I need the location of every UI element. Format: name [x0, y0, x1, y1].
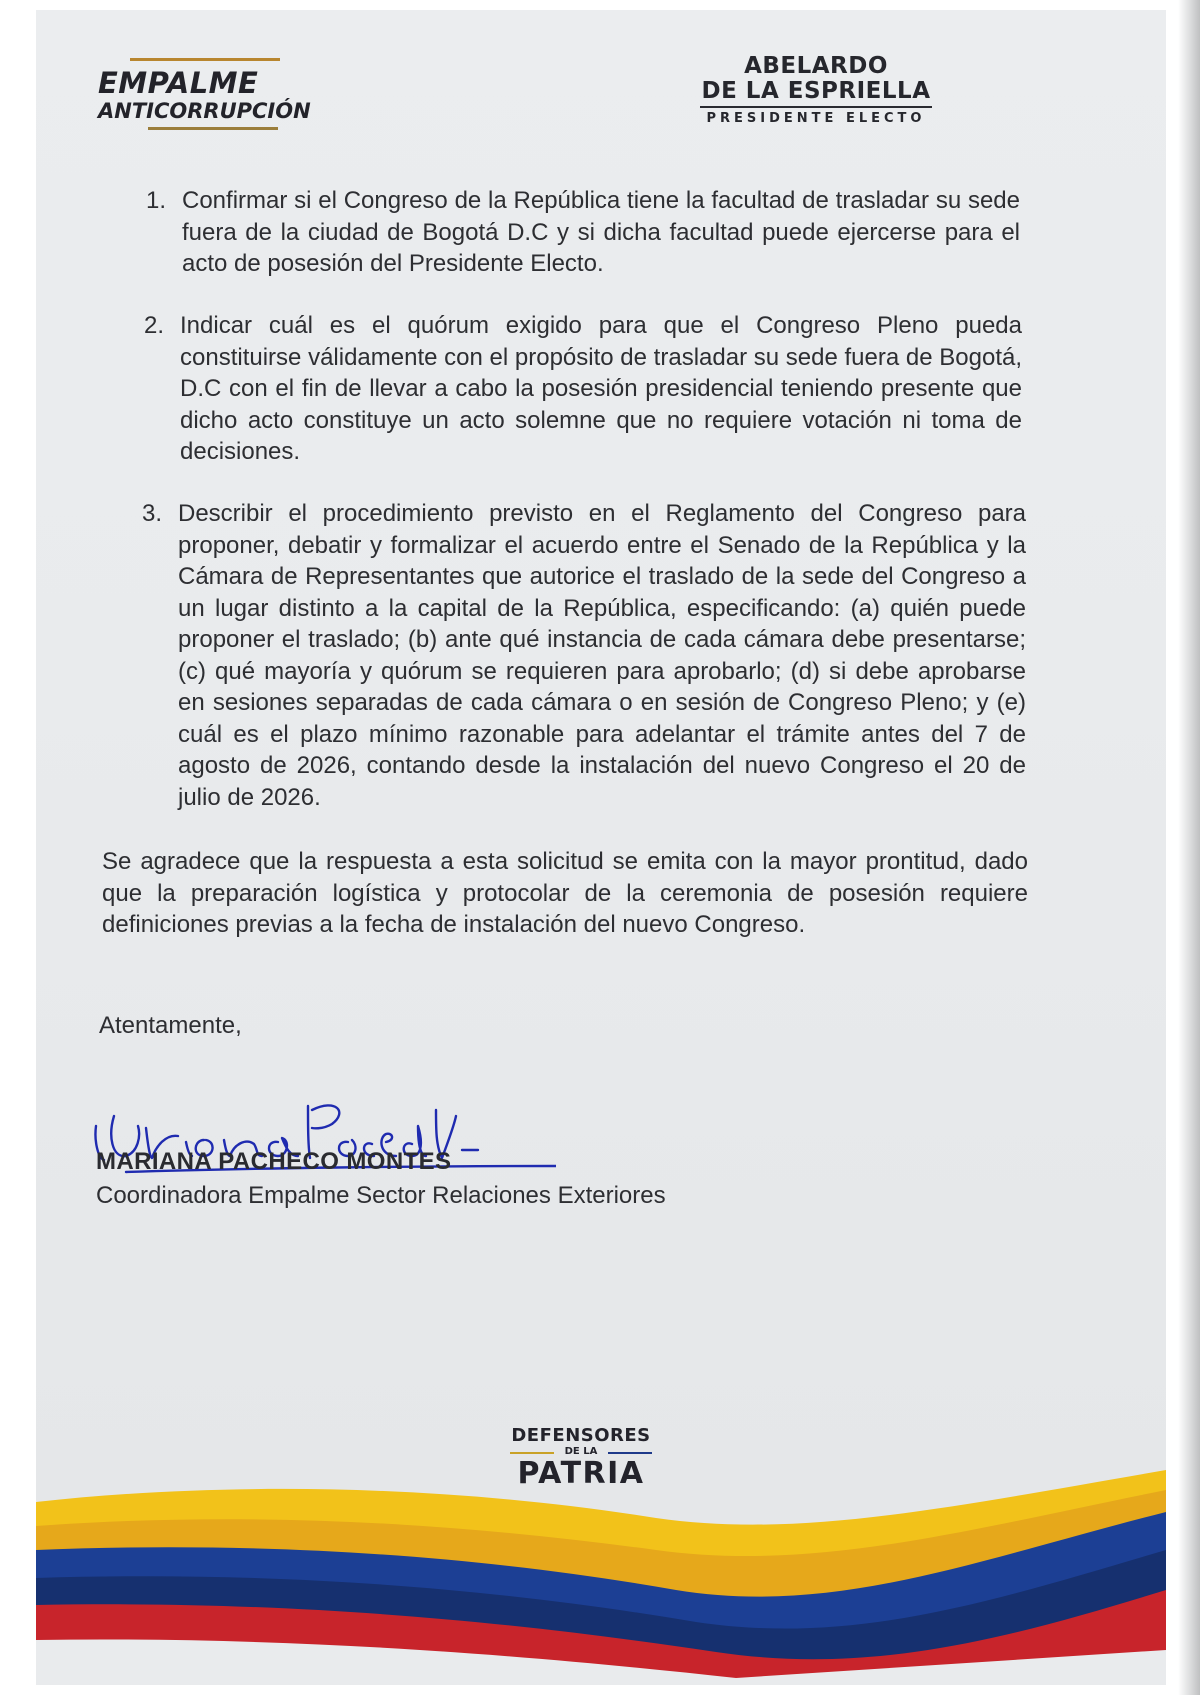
signer-role: Coordinadora Empalme Sector Relaciones Exteriores [96, 1182, 666, 1209]
page-edge-shadow [1178, 0, 1200, 1695]
footer-logo-line1: DEFENSORES [511, 1425, 651, 1446]
document-page [36, 10, 1166, 1685]
presidente-electo-logo [686, 54, 946, 126]
closing-paragraph: Se agradece que la respuesta a esta solicitud se emita con la mayor prontitud, dado que la preparación logística y protocolar de la ceremonia de posesión requiere definiciones previas a la fecha de instalación del nuevo Congreso. [102, 848, 1028, 938]
list-item [144, 310, 1022, 468]
empalme-anticorrupcion-logo [98, 58, 348, 130]
list-item-number: 1. [146, 187, 167, 214]
logo-right-line2: DE LA ESPRIELLA [701, 78, 931, 104]
footer-logo-line3: PATRIA [517, 1456, 645, 1491]
defensores-de-la-patria-logo [506, 1425, 656, 1490]
salutation: Atentamente, [99, 1012, 242, 1039]
list-item-text: Indicar cuál es el quórum exigido para que el Congreso Pleno pueda constituirse válidamente con el propósito de trasladar su sede fuera de Bogotá, D.C con el fin de llevar a cabo la posesión presidencial teniendo presente que dicho acto constituye un acto solemne que no requiere votación ni toma de decisiones. [180, 312, 1022, 465]
logo-left-line2: ANTICORRUPCIÓN [98, 99, 311, 123]
list-item [142, 498, 1026, 813]
list-item-number: 3. [142, 500, 163, 527]
logo-right-line3: PRESIDENTE ELECTO [706, 111, 926, 126]
logo-right-line1: ABELARDO [744, 53, 888, 79]
footer-logo-line2: DE LA [506, 1446, 656, 1458]
logo-bottom-rule [148, 127, 278, 130]
logo-left-line1: EMPALME [98, 66, 259, 100]
list-item-text: Confirmar si el Congreso de la República tiene la facultad de trasladar su sede fuera de la ciudad de Bogotá D.C y si dicha facultad puede ejercerse para el acto de posesión del Presidente Electo. [182, 187, 1020, 277]
list-item [146, 185, 1020, 280]
list-item-text: Describir el procedimiento previsto en el Reglamento del Congreso para proponer, debatir y formalizar el acuerdo entre el Senado de la República y la Cámara de Representantes que autorice el traslado de la sede del Congreso a un lugar distinto a la capital de la República, especificando: (a) quién puede proponer el traslado; (b) ante qué instancia de cada cámara debe presentarse; (c) qué mayoría y quórum se requieren para aprobarlo; (d) si debe aprobarse en sesiones separadas de cada cámara o en sesión de Congreso Pleno; y (e) cuál es el plazo mínimo razonable para adelantar el trámite antes del 7 de agosto de 2026, contando desde la instalación del nuevo Congreso el 20 de julio de 2026. [178, 500, 1026, 811]
signer-name: MARIANA PACHECO MONTES [96, 1148, 452, 1175]
logo-top-rule [130, 58, 280, 61]
list-item-number: 2. [144, 312, 165, 339]
logo-right-rule [700, 106, 932, 108]
